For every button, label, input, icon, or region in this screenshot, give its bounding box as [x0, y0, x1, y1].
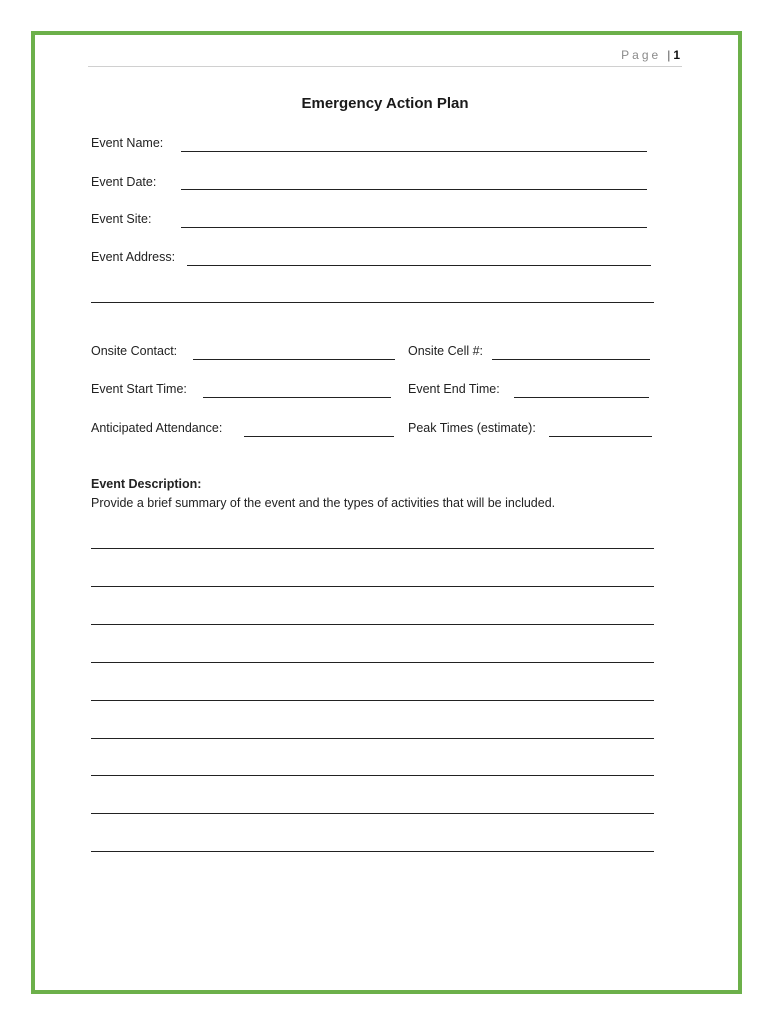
- event-address-field[interactable]: [187, 265, 651, 266]
- event-name-field[interactable]: [181, 151, 647, 152]
- peak-times-label: Peak Times (estimate):: [408, 421, 536, 435]
- description-line[interactable]: [91, 851, 654, 852]
- event-name-label: Event Name:: [91, 136, 164, 150]
- onsite-cell-label: Onsite Cell #:: [408, 344, 484, 358]
- description-line[interactable]: [91, 586, 654, 587]
- start-time-field[interactable]: [203, 397, 391, 398]
- event-date-field[interactable]: [181, 189, 647, 190]
- page-header: [88, 46, 682, 67]
- attendance-label: Anticipated Attendance:: [91, 421, 223, 435]
- event-site-label: Event Site:: [91, 212, 152, 226]
- description-line[interactable]: [91, 738, 654, 739]
- description-line[interactable]: [91, 662, 654, 663]
- event-address-label: Event Address:: [91, 250, 176, 264]
- description-line[interactable]: [91, 624, 654, 625]
- description-line[interactable]: [91, 700, 654, 701]
- page-separator: |: [667, 48, 671, 62]
- page-number-value: 1: [673, 48, 680, 62]
- document-title: Emergency Action Plan: [301, 95, 469, 112]
- description-line[interactable]: [91, 775, 654, 776]
- event-site-field[interactable]: [181, 227, 647, 228]
- end-time-label: Event End Time:: [408, 382, 500, 396]
- attendance-field[interactable]: [244, 436, 394, 437]
- peak-times-field[interactable]: [549, 436, 652, 437]
- event-address-field-line-2[interactable]: [91, 302, 654, 303]
- page-number: [621, 48, 680, 62]
- start-time-label: Event Start Time:: [91, 382, 187, 396]
- onsite-cell-field[interactable]: [492, 359, 650, 360]
- description-line[interactable]: [91, 548, 654, 549]
- onsite-contact-field[interactable]: [193, 359, 395, 360]
- onsite-contact-label: Onsite Contact:: [91, 344, 178, 358]
- page-word: Page: [621, 48, 662, 62]
- event-date-label: Event Date:: [91, 175, 157, 189]
- end-time-field[interactable]: [514, 397, 649, 398]
- description-instructions: Provide a brief summary of the event and the types of activities that will be included.: [91, 496, 556, 510]
- description-heading: Event Description:: [91, 477, 202, 491]
- description-line[interactable]: [91, 813, 654, 814]
